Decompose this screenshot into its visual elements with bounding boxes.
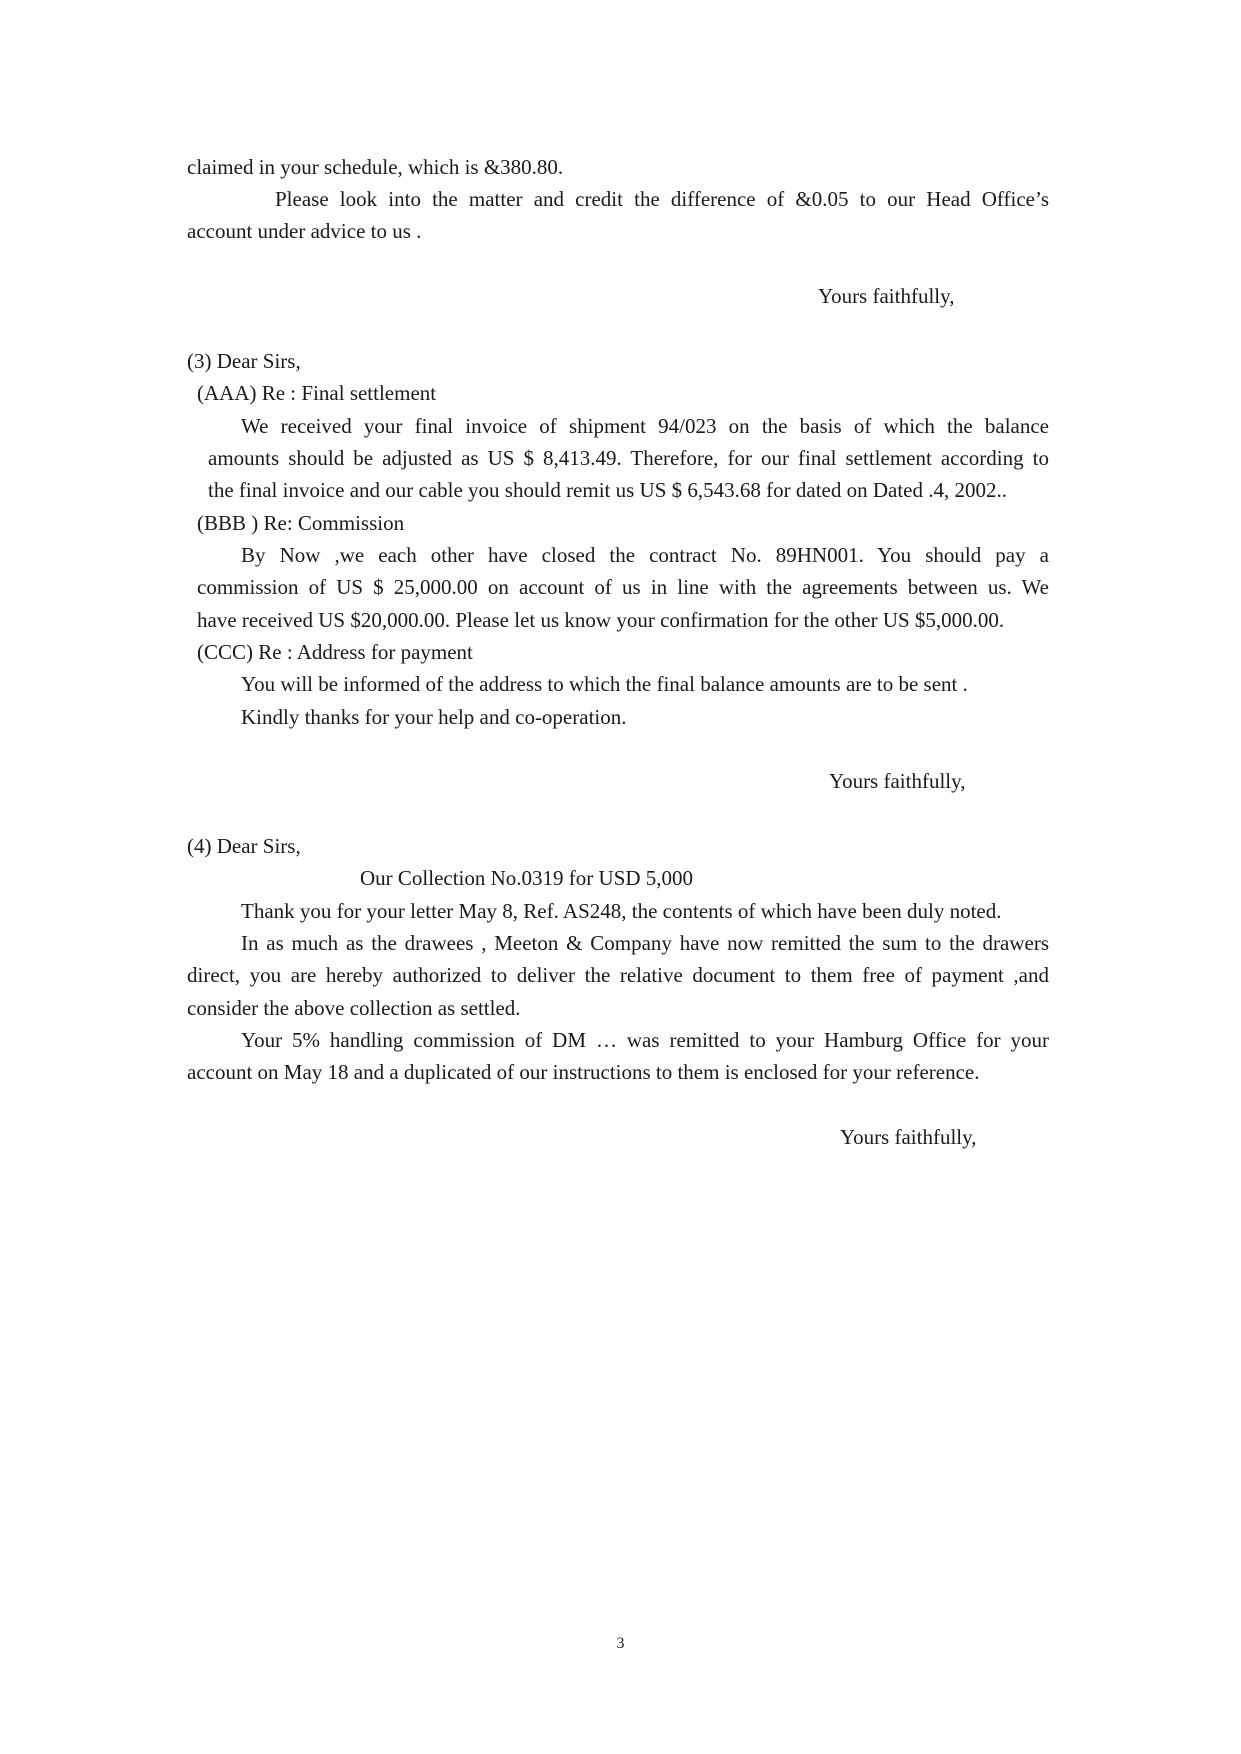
letter2-paragraph-line: account under advice to us .: [187, 219, 422, 243]
letter4-line: consider the above collection as settled.: [187, 996, 521, 1020]
letter3-section-a-line: amounts should be adjusted as US $ 8,413.49. Therefore, for our final settlement according to: [208, 446, 1049, 470]
letter3-section-a-heading: (AAA) Re : Final settlement: [197, 381, 437, 405]
letter3-section-c-heading: (CCC) Re : Address for payment: [197, 640, 473, 664]
letter2-closing: Yours faithfully,: [818, 284, 955, 308]
letter3-salutation: (3) Dear Sirs,: [187, 349, 301, 373]
letter3-section-c-line: Kindly thanks for your help and co-operation.: [241, 705, 627, 729]
letter4-closing: Yours faithfully,: [840, 1125, 977, 1149]
letter2-paragraph-line: Please look into the matter and credit the difference of &0.05 to our Head Office’s: [275, 187, 1049, 211]
letter4-salutation: (4) Dear Sirs,: [187, 834, 301, 858]
letter2-tail-line: claimed in your schedule, which is &380.80.: [187, 155, 564, 179]
letter4-subject: Our Collection No.0319 for USD 5,000: [360, 866, 694, 890]
page-number: 3: [616, 1635, 625, 1652]
letter3-section-b-line: have received US $20,000.00. Please let us know your confirmation for the other US $5,000.00.: [197, 608, 1005, 632]
letter3-section-b-line: commission of US $ 25,000.00 on account of us in line with the agreements between us. We: [197, 575, 1049, 599]
letter3-section-b-line: By Now ,we each other have closed the contract No. 89HN001. You should pay a: [241, 543, 1049, 567]
letter3-closing: Yours faithfully,: [829, 769, 966, 793]
letter4-line: Thank you for your letter May 8, Ref. AS248, the contents of which have been duly noted.: [241, 899, 1002, 923]
letter3-section-a-line: We received your final invoice of shipment 94/023 on the basis of which the balance: [241, 414, 1049, 438]
letter4-line: direct, you are hereby authorized to deliver the relative document to them free of payment ,and: [187, 963, 1049, 987]
letter4-line: account on May 18 and a duplicated of our instructions to them is enclosed for your reference.: [187, 1060, 980, 1084]
letter3-section-b-heading: (BBB ) Re: Commission: [197, 511, 405, 535]
letter3-section-a-line: the final invoice and our cable you should remit us US $ 6,543.68 for dated on Dated .4, 2002..: [208, 478, 1008, 502]
letter3-section-c-line: You will be informed of the address to which the final balance amounts are to be sent .: [241, 672, 968, 696]
letter4-line: Your 5% handling commission of DM … was remitted to your Hamburg Office for your: [241, 1028, 1049, 1052]
letter4-line: In as much as the drawees , Meeton & Company have now remitted the sum to the drawers: [241, 931, 1049, 955]
